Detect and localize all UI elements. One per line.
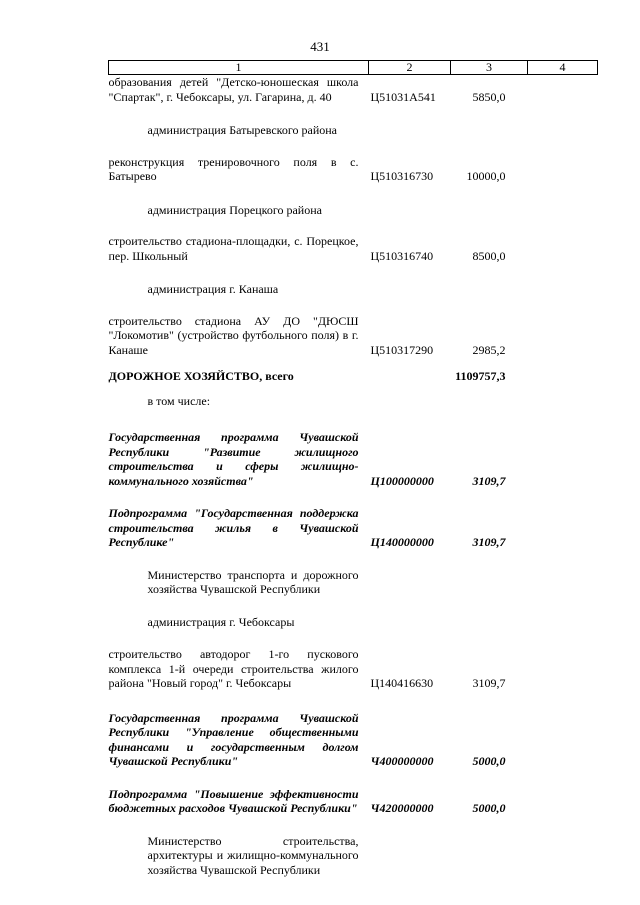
budget-code-cell [369,123,451,138]
item-name-cell: Министерство строительства, архитектуры и жилищно-коммунального хозяйства Чувашской Республики [147,833,359,877]
empty-cell [528,787,598,816]
item-name-cell: ДОРОЖНОЕ ХОЗЯЙСТВО, всего [108,369,294,383]
spacer-cell [109,357,598,369]
table-row [109,430,598,488]
amount-cell: 3109,7 [472,535,506,549]
budget-table [108,60,598,877]
budget-code-cell [369,282,451,297]
table-row [109,203,598,218]
spacer-cell [109,384,598,394]
table-row [109,314,598,358]
row-spacer [109,488,598,506]
page-number: 431 [310,39,330,54]
table-row [109,506,598,550]
empty-cell [528,568,598,597]
item-name-cell: администрация г. Чебоксары [147,614,295,629]
budget-code-cell: Ц510316740 [370,248,434,263]
empty-cell [528,282,598,297]
amount-cell: 5000,0 [472,801,506,815]
item-name-cell: строительство автодорог 1-го пускового комплекса 1-й очереди строительства жилого района "Новый город" г. Чебоксары [108,647,359,690]
empty-cell [528,234,598,263]
table-row [109,787,598,816]
row-spacer [109,691,598,711]
spacer-cell [109,184,598,203]
spacer-cell [109,597,598,615]
item-name-cell: администрация Порецкого района [147,202,322,217]
row-spacer [109,217,598,234]
budget-code-cell [369,834,451,878]
item-name-cell: Государственная программа Чувашской Республики "Управление общественными финансами и государственным долгом Чувашской Республики" [108,710,359,768]
budget-code-cell: Ц140416630 [370,676,434,690]
item-name-cell: реконструкция тренировочного поля в с. Батырево [108,154,359,183]
amount-cell: 5850,0 [472,89,506,104]
empty-cell [528,711,598,769]
spacer-cell [109,550,598,568]
budget-code-cell: Ц140000000 [370,535,434,549]
row-spacer [109,184,598,203]
empty-cell [528,647,598,691]
row-spacer [109,769,598,787]
empty-cell [528,369,598,384]
spacer-cell [109,629,598,647]
spacer-cell [109,769,598,787]
budget-code-cell [369,615,451,630]
budget-code-cell [369,369,451,384]
amount-cell [451,568,528,597]
spacer-cell [109,488,598,506]
budget-code-cell [369,203,451,218]
budget-code-cell: Ч420000000 [370,801,434,815]
column-header: 1 [109,61,369,75]
amount-cell: 10000,0 [466,169,506,183]
row-spacer [109,816,598,834]
empty-cell [528,506,598,550]
amount-cell: 3109,7 [472,473,506,488]
amount-cell: 8500,0 [472,248,506,263]
amount-cell: 3109,7 [472,676,506,690]
amount-cell [451,615,528,630]
item-name-cell: Министерство транспорта и дорожного хозяйства Чувашской Республики [147,567,359,596]
budget-code-cell: Ц51031А541 [370,89,436,104]
item-name-cell: Государственная программа Чувашской Республики "Развитие жилищного строительства и сферы жилищно-коммунального хозяйства" [108,430,359,488]
table-row [109,75,598,105]
amount-cell [451,282,528,297]
table-row [109,123,598,138]
item-name-cell: строительство стадиона АУ ДО "ДЮСШ "Локомотив" (устройство футбольного поля) в г. Канаше [108,313,359,357]
amount-cell: 1109757,3 [455,369,506,383]
budget-code-cell: Ч400000000 [370,754,434,768]
row-spacer [109,384,598,394]
row-spacer [109,104,598,123]
budget-code-cell: Ц510316730 [370,169,434,183]
row-spacer [109,263,598,282]
item-name-cell: Подпрограмма "Государственная поддержка строительства жилья в Чувашской Республике" [108,506,359,549]
empty-cell [528,123,598,138]
item-name-cell: в том числе: [147,393,211,408]
row-spacer [109,408,598,430]
item-name-cell: строительство стадиона-площадки, с. Порецкое, пер. Школьный [108,234,359,263]
column-header-row [109,61,598,75]
empty-cell [528,75,598,105]
amount-cell [451,394,528,409]
row-spacer [109,629,598,647]
spacer-cell [109,408,598,430]
budget-code-cell [369,568,451,597]
empty-cell [528,615,598,630]
spacer-cell [109,138,598,155]
item-name-cell: администрация Батыревского района [147,123,337,137]
amount-cell: 5000,0 [472,754,506,768]
empty-cell [528,314,598,358]
empty-cell [528,203,598,218]
table-row [109,234,598,263]
column-header: 2 [369,61,451,75]
table-row [109,615,598,630]
budget-code-cell: Ц100000000 [370,473,434,488]
row-spacer [109,550,598,568]
column-header: 4 [528,61,598,75]
table-row [109,282,598,297]
spacer-cell [109,691,598,711]
row-spacer [109,597,598,615]
spacer-cell [109,816,598,834]
empty-cell [528,430,598,488]
amount-cell [451,203,528,218]
budget-code-cell: Ц510317290 [370,342,434,357]
table-row [109,568,598,597]
row-spacer [109,297,598,314]
table-row [109,155,598,184]
amount-cell: 2985,2 [472,342,506,357]
spacer-cell [109,104,598,123]
row-spacer [109,138,598,155]
item-name-cell: администрация г. Канаша [147,282,279,296]
empty-cell [528,155,598,184]
amount-cell [451,834,528,878]
item-name-cell: образования детей "Детско-юношеская школа "Спартак", г. Чебоксары, ул. Гагарина, д. 40 [108,75,359,104]
table-row [109,711,598,769]
row-spacer [109,357,598,369]
spacer-cell [109,217,598,234]
column-header: 3 [451,61,528,75]
table-row [109,834,598,878]
spacer-cell [109,297,598,314]
table-row [109,369,598,384]
empty-cell [528,394,598,409]
amount-cell [451,123,528,138]
budget-code-cell [369,394,451,409]
empty-cell [528,834,598,878]
table-row [109,394,598,409]
item-name-cell: Подпрограмма "Повышение эффективности бюджетных расходов Чувашской Республики" [108,786,359,815]
spacer-cell [109,263,598,282]
table-body [109,75,598,878]
table-row [109,647,598,691]
